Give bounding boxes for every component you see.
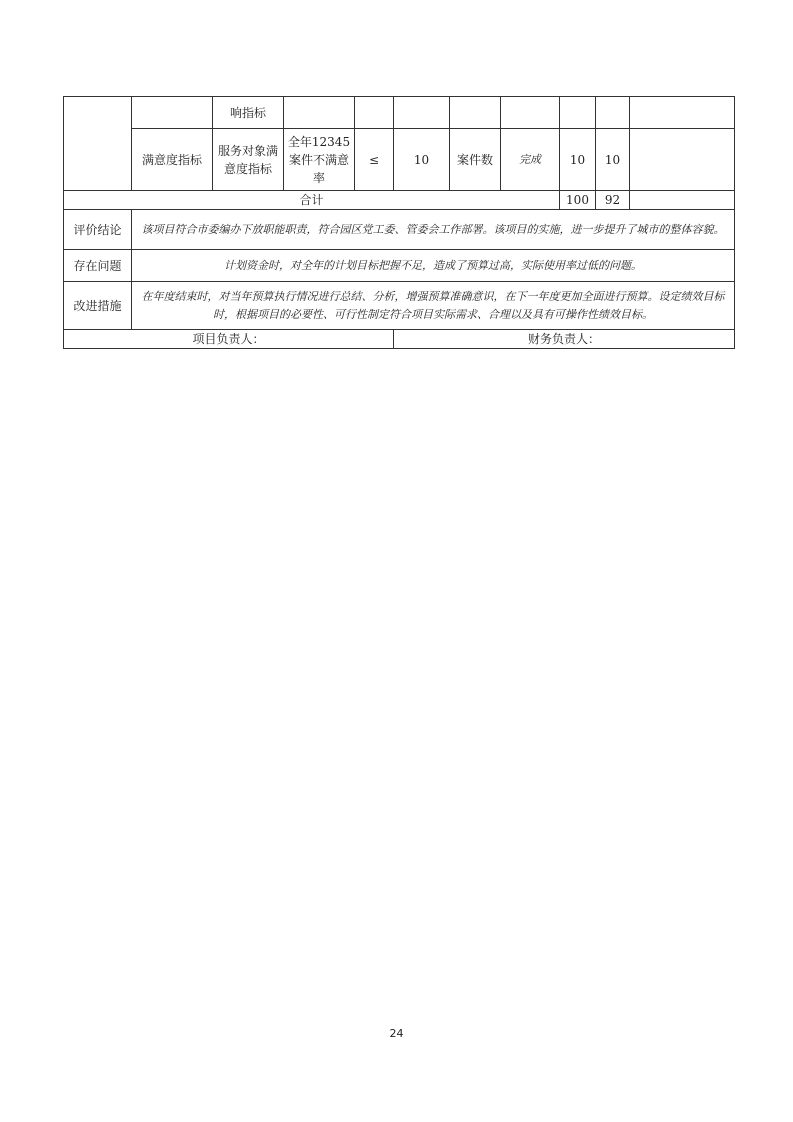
tertiary-indicator-cell: 服务对象满意度指标 xyxy=(213,129,284,191)
total-weight: 100 xyxy=(560,191,596,210)
total-score: 92 xyxy=(596,191,630,210)
improvements-label: 改进措施 xyxy=(64,282,132,330)
table-row-conclusion xyxy=(64,210,735,250)
actual-value-cell: 完成 xyxy=(501,129,560,191)
performance-evaluation-table xyxy=(63,96,735,349)
total-remark xyxy=(630,191,735,210)
table-row-total xyxy=(64,191,735,210)
table-row-satisfaction xyxy=(64,129,735,191)
indicator-content-cell: 全年12345案件不满意率 xyxy=(284,129,355,191)
weight-cell xyxy=(560,97,596,129)
remark-cell xyxy=(630,97,735,129)
operator-cell xyxy=(355,97,394,129)
table-row-indicator xyxy=(64,97,735,129)
project-lead-signature: 项目负责人： xyxy=(64,330,394,349)
conclusion-label: 评价结论 xyxy=(64,210,132,250)
operator-cell: ≤ xyxy=(355,129,394,191)
problems-text: 计划资金时，对全年的计划目标把握不足，造成了预算过高，实际使用率过低的问题。 xyxy=(132,250,735,282)
table-row-problems xyxy=(64,250,735,282)
finance-lead-signature: 财务负责人： xyxy=(394,330,735,349)
conclusion-text: 该项目符合市委编办下放职能职责，符合园区党工委、管委会工作部署。该项目的实施，进一步提升了城市的整体容貌。 xyxy=(132,210,735,250)
page-number: 24 xyxy=(389,1027,404,1040)
secondary-indicator-cell xyxy=(132,97,213,129)
actual-value-cell xyxy=(501,97,560,129)
unit-cell: 案件数 xyxy=(450,129,501,191)
weight-cell: 10 xyxy=(560,129,596,191)
target-value-cell: 10 xyxy=(394,129,450,191)
table-row-improvements xyxy=(64,282,735,330)
target-value-cell xyxy=(394,97,450,129)
indicator-content-cell xyxy=(284,97,355,129)
unit-cell xyxy=(450,97,501,129)
improvements-text: 在年度结束时，对当年预算执行情况进行总结、分析，增强预算准确意识，在下一年度更加全面进行预算。设定绩效目标时，根据项目的必要性、可行性制定符合项目实际需求、合理以及具有可操作性绩效目标。 xyxy=(132,282,735,330)
primary-indicator-cell xyxy=(64,97,132,191)
table-row-signatures xyxy=(64,330,735,349)
score-cell xyxy=(596,97,630,129)
secondary-indicator-cell: 满意度指标 xyxy=(132,129,213,191)
tertiary-indicator-cell: 响指标 xyxy=(213,97,284,129)
total-label: 合计 xyxy=(64,191,560,210)
score-cell: 10 xyxy=(596,129,630,191)
problems-label: 存在问题 xyxy=(64,250,132,282)
remark-cell xyxy=(630,129,735,191)
